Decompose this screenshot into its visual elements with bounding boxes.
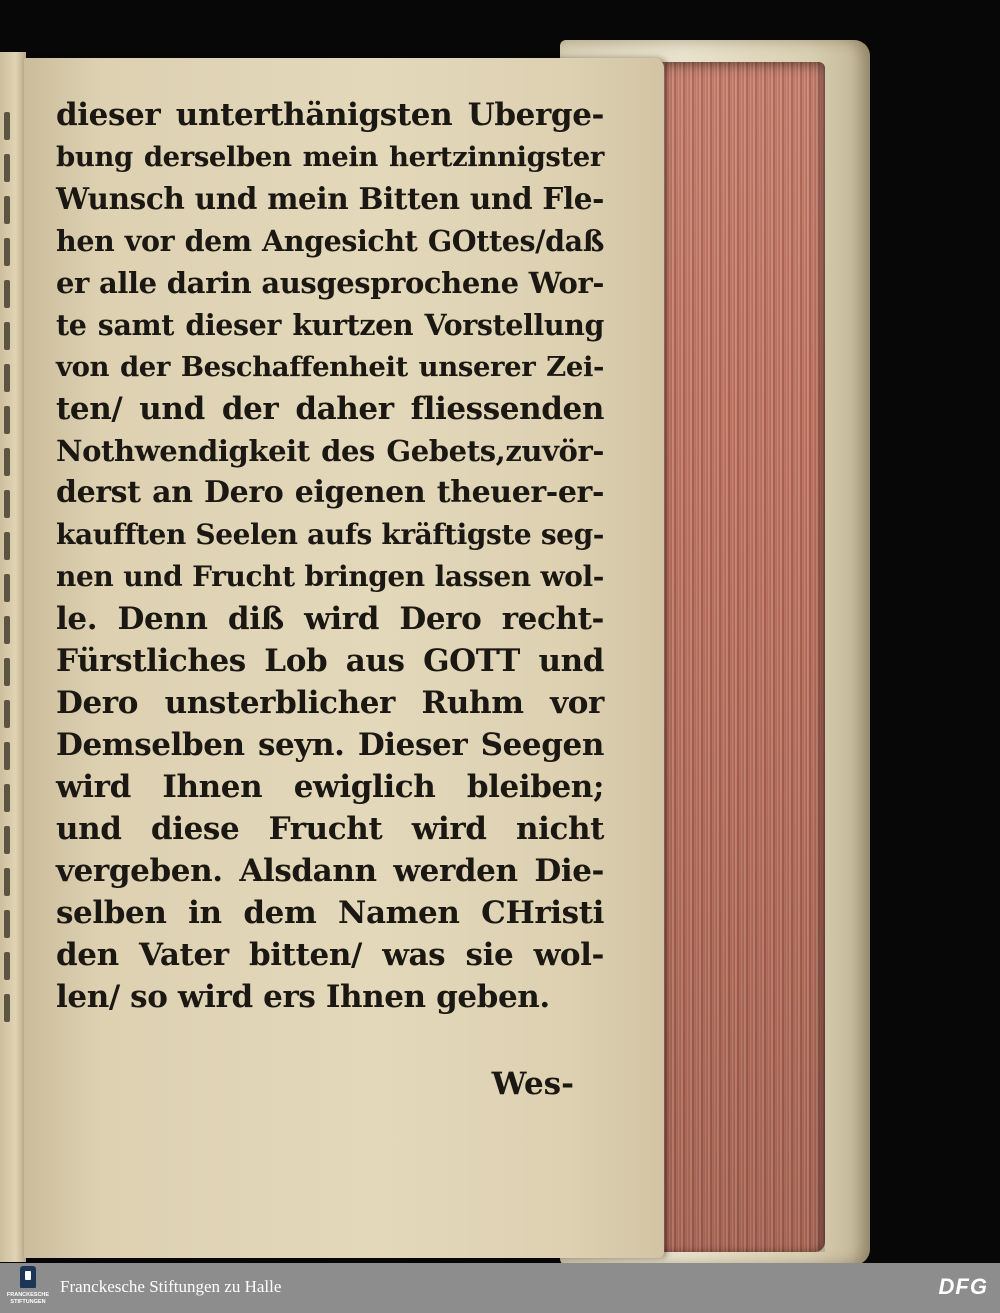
text-line: Wunsch und mein Bitten und Fle-	[56, 181, 604, 216]
text-line: er alle darin ausgesprochene Wor-	[56, 266, 604, 300]
text-line: Demselben seyn. Dieser Seegen	[56, 727, 604, 763]
text-line: te samt dieser kurtzen Vorstellung	[56, 308, 604, 342]
text-line: selben in dem Namen CHristi	[56, 895, 604, 931]
text-line: Dero unsterblicher Ruhm vor	[56, 685, 604, 721]
text-line: hen vor dem Angesicht GOttes/daß	[56, 224, 604, 258]
text-line: wird Ihnen ewiglich bleiben;	[56, 769, 604, 805]
catchword: Wes-	[491, 1066, 574, 1102]
text-line: Nothwendigkeit des Gebets,zuvör-	[56, 434, 604, 468]
text-line: nen und Frucht bringen lassen wol-	[56, 560, 604, 593]
institution-name[interactable]: Franckesche Stiftungen zu Halle	[60, 1277, 282, 1296]
text-line: ten/ und der daher fliessenden	[56, 391, 604, 427]
text-line: dieser unterthänigsten Uberge-	[56, 97, 604, 133]
text-line: und diese Frucht wird nicht	[56, 811, 604, 847]
left-page-margin	[0, 52, 26, 1262]
footer-bar	[0, 1263, 1000, 1313]
text-line: le. Denn diß wird Dero recht-	[56, 601, 604, 637]
page-text-block	[56, 94, 604, 1018]
text-line: len/ so wird ers Ihnen geben.	[56, 979, 550, 1015]
book-page	[24, 58, 664, 1258]
page-edges	[650, 62, 825, 1252]
text-line: vergeben. Alsdann werden Die-	[56, 853, 604, 889]
dfg-logo[interactable]: DFG	[938, 1274, 988, 1299]
emblem-icon	[20, 1266, 36, 1288]
text-line: Fürstliches Lob aus GOTT und	[56, 643, 604, 679]
logo-text: FRANCKESCHE STIFTUNGEN	[6, 1292, 50, 1305]
text-line: bung derselben mein hertzinnigster	[56, 141, 604, 173]
left-page-text-fragments	[4, 112, 14, 1112]
text-line: den Vater bitten/ was sie wol-	[56, 937, 604, 973]
text-line: kaufften Seelen aufs kräftigste seg-	[56, 518, 604, 551]
text-line: derst an Dero eigenen theuer-er-	[56, 475, 604, 510]
institution-logo[interactable]	[6, 1266, 50, 1310]
text-line: von der Beschaffenheit unserer Zei-	[56, 351, 604, 383]
